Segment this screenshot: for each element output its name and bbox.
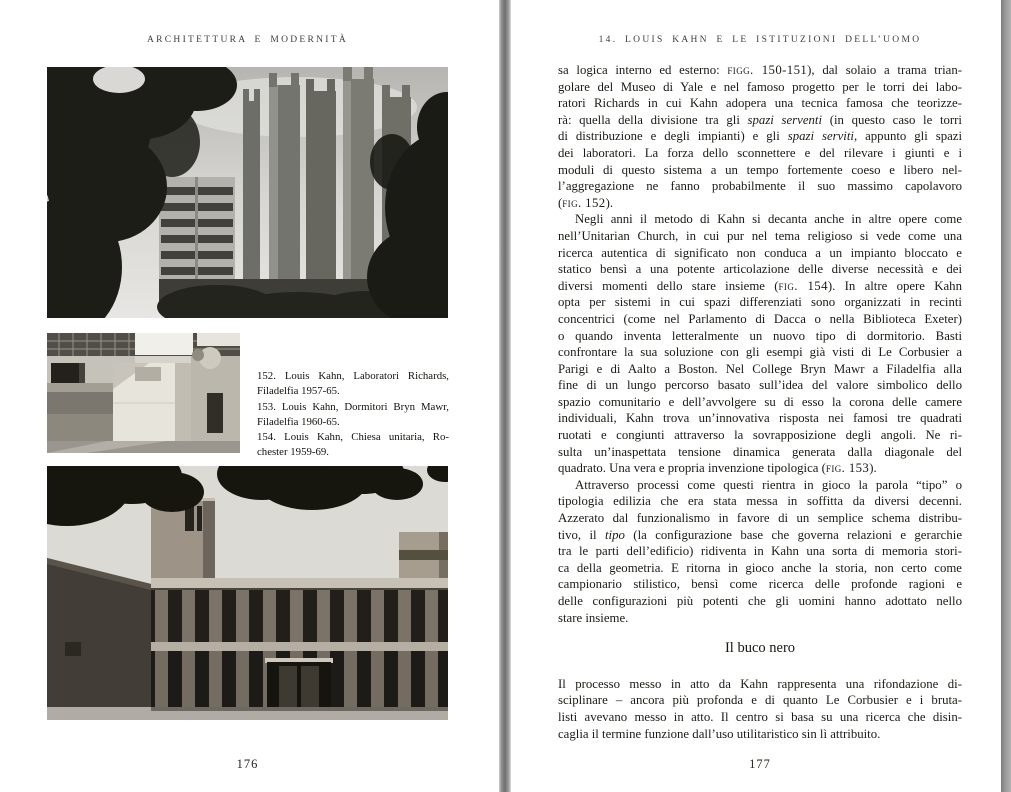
left-page-number: 176 (236, 757, 259, 771)
right-page-number: 177 (749, 757, 771, 771)
left-page (0, 0, 499, 792)
figure-captions (257, 369, 449, 461)
section-heading: Il buco nero (724, 640, 796, 657)
body-text-column (558, 62, 962, 742)
paragraph-3: Attraverso processi come questi rientra in gioco la parola “tipo” o tipologia edilizia che era stata messa in soffitta da diversi decenni. Azzerato dal funzionalismo in favore di un semplice schema distribu- tivo, il tipo (la configurazione base che governa relazioni e gerarchie tra le parti dell’edificio) ridiventa in Kahn una sorta di memoria stori- ca della geometria. E ritorna in gioco anche la storia, non certo come campionario stilistico, bensì come ricerca delle profonde ragioni e delle configurazioni più potenti che gli uomini hanno adottato nello stare insieme. (558, 477, 962, 625)
paragraph-4: Il processo messo in atto da Kahn rappresenta una rifondazione di- sciplinare – ancora più profonda e di quanto Le Corbusier e i bruta- listi avevano messo in atto. Il centro si basa su una ricerca che disin- caglia il termine funzione dall’uso utilitaristico sin lì attribuito. (558, 676, 962, 741)
figure-154-photo (47, 466, 448, 720)
figure-153-photo (47, 333, 240, 453)
caption-153: 153. Louis Kahn, Dormitori Bryn Mawr, Filadelfia 1960-65. (257, 400, 449, 428)
page-edge-shadow (1001, 0, 1011, 792)
caption-152: 152. Louis Kahn, Laboratori Richards, Filadelfia 1957-65. (257, 370, 449, 398)
right-page (511, 0, 1001, 792)
figure-152-photo (47, 67, 448, 318)
caption-154: 154. Louis Kahn, Chiesa unitaria, Ro- chester 1959-69. (257, 431, 449, 459)
paragraph-2: Negli anni il metodo di Kahn si decanta anche in altre opere come nell’Unitarian Church, in cui pur nel tema religioso si vede come una ricerca autentica di significato non conduca a un impianto bloccato e statico bensì a una potente articolazione delle diverse necessità e dei diversi momenti dello stare insieme (fig. 154). In altre opere Kahn opta per sistemi in cui spazi differenziati sono organizzati in recinti concentrici (come nel Parlamento di Dacca o nella Biblioteca Exeter) o quando inventa letteralmente un nuovo tipo di dormitorio. Basti confrontare la sua soluzione con gli esempi già visti di Le Corbusier a Parigi e di Aalto a Boston. Nel College Bryn Mawr a Filadelfia alla fine di un lungo percorso basato sull’idea del valore simbolico dello spazio comunitario e dell’avvolgere su di esso la corona delle camere individuali, Kahn trova un’innovativa risposta nei famosi tre quadrati ruotati e congiunti attraverso la sovrapposizione degli angoli. Ne ri- sulta un’inaspettata tensione dinamica generata dalla diagonale del quadrato. Una vera e propria invenzione tipologica (fig. 153). (558, 212, 962, 476)
book-gutter (499, 0, 511, 792)
left-running-head: ARCHITETTURA E MODERNITÀ (146, 35, 349, 45)
right-running-head: 14. LOUIS KAHN E LE ISTITUZIONI DELL’UOMO (598, 35, 922, 45)
paragraph-1: sa logica interno ed esterno: figg. 150-151), dal solaio a trama trian- golare del Museo di Yale e nel famoso progetto per le torri dei labo- ratori Richards in cui Kahn adopera una tecnica famosa che teorizze- rà: quella della divisione tra gli spazi serventi (in questo caso le torri di distribuzione e degli impianti) e gli spazi serviti, appunto gli spazi dei laboratori. La forza dello sconnettere e del rilevare i giunti e i moduli di questo sistema a un tempo fortemente coeso e libero nel- l’aggregazione ne fanno probabilmente il suo massimo capolavoro (fig. 152). (558, 63, 962, 210)
